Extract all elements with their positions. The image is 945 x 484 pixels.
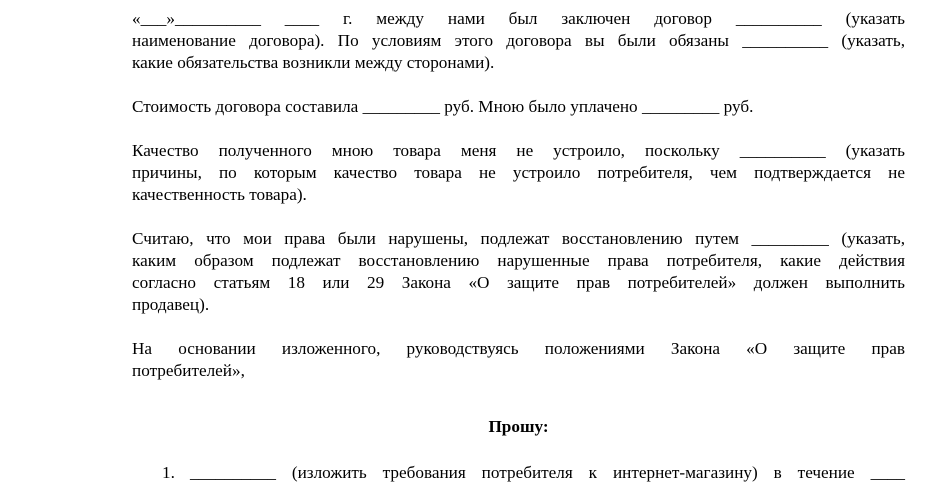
text-line: Считаю, что мои права были нарушены, подлежат восстановлению путем _________ (указать, [132, 229, 905, 248]
paragraph-spacer [132, 118, 905, 140]
document-page [132, 8, 905, 484]
list-item-text: __________ (изложить требования потребителя к интернет-магазину) в течение ____ [190, 463, 905, 482]
text-line: согласно статьям 18 или 29 Закона «О защите прав потребителей» должен выполнить [132, 273, 905, 292]
text-line: наименование договора). По условиям этого договора вы были обязаны __________ (указать, [132, 31, 905, 50]
list-item [132, 462, 905, 484]
paragraph-basis [132, 338, 905, 382]
paragraph-contract [132, 8, 905, 74]
text-line: На основании изложенного, руководствуясь положениями Закона «О защите прав [132, 339, 905, 358]
paragraph-spacer [132, 404, 905, 416]
text-line: причины, по которым качество товара не устроило потребителя, чем подтверждается не [132, 163, 905, 182]
paragraph-spacer [132, 206, 905, 228]
paragraph-spacer [132, 74, 905, 96]
paragraph-quality [132, 140, 905, 206]
text-line: «___»__________ ____ г. между нами был заключен договор __________ (указать [132, 9, 905, 28]
text-line: Качество полученного мною товара меня не устроило, поскольку __________ (указать [132, 141, 905, 160]
paragraph-spacer [132, 316, 905, 338]
paragraph-spacer [132, 438, 905, 462]
text-line: какие обязательства возникли между сторонами). [132, 53, 495, 72]
paragraph-spacer [132, 382, 905, 404]
text-line: качественность товара). [132, 185, 307, 204]
paragraph-cost [132, 96, 905, 118]
list-item-number: 1. [162, 463, 175, 482]
text-line: каким образом подлежат восстановлению нарушенные права потребителя, какие действия [132, 251, 905, 270]
text-line: Стоимость договора составила _________ руб. Мною было уплачено _________ руб. [132, 97, 754, 116]
text-line: продавец). [132, 295, 210, 314]
paragraph-rights [132, 228, 905, 316]
text-line: потребителей», [132, 361, 245, 380]
request-heading: Прошу: [488, 417, 549, 436]
